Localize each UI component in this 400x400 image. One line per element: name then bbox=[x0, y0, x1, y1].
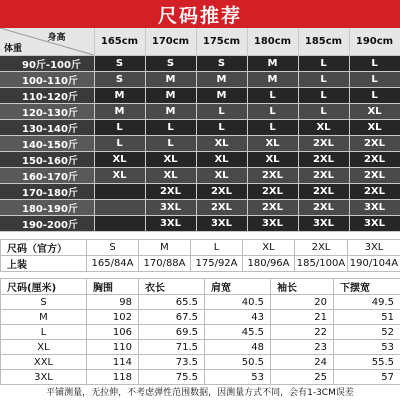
size-cell bbox=[94, 184, 145, 200]
size-cell: 2XL bbox=[298, 200, 349, 216]
top-size-cell: 175/92A bbox=[191, 256, 243, 272]
size-cell: L bbox=[94, 136, 145, 152]
size-cell: 3XL bbox=[145, 216, 196, 232]
size-cell: L bbox=[196, 104, 247, 120]
size-cell: XL bbox=[247, 136, 298, 152]
measurement-header-row bbox=[1, 279, 400, 295]
size-cell: L bbox=[298, 88, 349, 104]
size-cell: L bbox=[298, 56, 349, 72]
measurement-value-cell: 53 bbox=[334, 340, 400, 355]
size-cell: 2XL bbox=[247, 184, 298, 200]
grid-row bbox=[0, 216, 400, 232]
size-cell: 2XL bbox=[349, 184, 400, 200]
size-cell: 2XL bbox=[349, 152, 400, 168]
size-cell: L bbox=[247, 120, 298, 136]
measurement-value-cell: 110 bbox=[87, 340, 139, 355]
official-size-cell: M bbox=[139, 240, 191, 256]
top-size-cell: 165/84A bbox=[87, 256, 139, 272]
size-cell: 3XL bbox=[145, 200, 196, 216]
size-cell: XL bbox=[349, 104, 400, 120]
size-cell: XL bbox=[196, 168, 247, 184]
size-cell bbox=[94, 200, 145, 216]
measurement-value-cell: 118 bbox=[87, 370, 139, 385]
size-cell: 2XL bbox=[298, 136, 349, 152]
measurement-note: 平铺测量，无拉伸，不考虑弹性范围数据，因测量方式不同，会有1-3CM误差 bbox=[46, 388, 354, 398]
measurement-size-cell: XL bbox=[1, 340, 87, 355]
measurement-size-cell: 3XL bbox=[1, 370, 87, 385]
height-header: 185cm bbox=[298, 28, 349, 56]
measurement-value-cell: 55.5 bbox=[334, 355, 400, 370]
size-cell: 2XL bbox=[196, 200, 247, 216]
official-size-cell: XL bbox=[243, 240, 295, 256]
top-size-cell: 180/96A bbox=[243, 256, 295, 272]
measurement-value-cell: 75.5 bbox=[139, 370, 205, 385]
measurement-value-cell: 98 bbox=[87, 295, 139, 310]
height-header: 190cm bbox=[349, 28, 400, 56]
top-size-cell: 170/88A bbox=[139, 256, 191, 272]
size-cell: L bbox=[145, 136, 196, 152]
size-cell bbox=[94, 216, 145, 232]
size-cell: S bbox=[94, 72, 145, 88]
size-cell: 3XL bbox=[247, 216, 298, 232]
measurement-size-cell: L bbox=[1, 325, 87, 340]
measurement-value-cell: 106 bbox=[87, 325, 139, 340]
size-cell: L bbox=[349, 72, 400, 88]
size-cell: M bbox=[94, 88, 145, 104]
weight-range-cell: 150-160斤 bbox=[0, 152, 94, 168]
height-axis-label: 身高 bbox=[47, 33, 66, 43]
measurement-value-cell: 102 bbox=[87, 310, 139, 325]
size-cell: L bbox=[247, 88, 298, 104]
measurement-column-header: 肩宽 bbox=[205, 279, 271, 295]
size-cell: 3XL bbox=[349, 200, 400, 216]
measurement-row bbox=[1, 370, 400, 385]
measurement-value-cell: 43 bbox=[205, 310, 271, 325]
weight-axis-label: 体重 bbox=[4, 44, 23, 54]
size-cell: 2XL bbox=[298, 168, 349, 184]
size-cell: 3XL bbox=[298, 216, 349, 232]
grid-row bbox=[0, 136, 400, 152]
size-cell: M bbox=[196, 72, 247, 88]
official-size-cell: 2XL bbox=[295, 240, 348, 256]
size-cell: 3XL bbox=[349, 216, 400, 232]
size-cell: 3XL bbox=[196, 216, 247, 232]
size-cell: XL bbox=[145, 152, 196, 168]
measurement-value-cell: 22 bbox=[271, 325, 334, 340]
weight-range-cell: 130-140斤 bbox=[0, 120, 94, 136]
grid-header-row bbox=[0, 28, 400, 56]
grid-row bbox=[0, 104, 400, 120]
weight-range-cell: 180-190斤 bbox=[0, 200, 94, 216]
measurement-value-cell: 114 bbox=[87, 355, 139, 370]
official-size-table bbox=[0, 239, 400, 272]
official-size-label: 尺码（官方） bbox=[1, 240, 87, 256]
size-cell: 2XL bbox=[298, 152, 349, 168]
measurement-value-cell: 24 bbox=[271, 355, 334, 370]
size-cell: M bbox=[145, 72, 196, 88]
size-cell: 2XL bbox=[349, 136, 400, 152]
weight-range-cell: 160-170斤 bbox=[0, 168, 94, 184]
size-cell: 2XL bbox=[298, 184, 349, 200]
measurement-value-cell: 20 bbox=[271, 295, 334, 310]
size-cell: L bbox=[298, 104, 349, 120]
measurement-size-cell: XXL bbox=[1, 355, 87, 370]
weight-range-cell: 190-200斤 bbox=[0, 216, 94, 232]
grid-row bbox=[0, 152, 400, 168]
size-cell: 2XL bbox=[145, 184, 196, 200]
height-header: 180cm bbox=[247, 28, 298, 56]
top-size-label: 上装 bbox=[1, 256, 87, 272]
size-cell: M bbox=[247, 56, 298, 72]
measurement-value-cell: 71.5 bbox=[139, 340, 205, 355]
size-cell: 2XL bbox=[247, 168, 298, 184]
size-cell: XL bbox=[94, 152, 145, 168]
size-cell: XL bbox=[349, 120, 400, 136]
size-cell: XL bbox=[298, 120, 349, 136]
measurement-size-cell: S bbox=[1, 295, 87, 310]
size-cell: M bbox=[247, 72, 298, 88]
measurement-value-cell: 51 bbox=[334, 310, 400, 325]
size-cell: L bbox=[247, 104, 298, 120]
measurement-value-cell: 57 bbox=[334, 370, 400, 385]
measurement-value-cell: 65.5 bbox=[139, 295, 205, 310]
height-header: 175cm bbox=[196, 28, 247, 56]
measurement-value-cell: 73.5 bbox=[139, 355, 205, 370]
measurement-value-cell: 25 bbox=[271, 370, 334, 385]
size-cell: XL bbox=[196, 152, 247, 168]
measurement-table bbox=[0, 278, 400, 385]
measurement-row bbox=[1, 355, 400, 370]
size-cell: M bbox=[145, 104, 196, 120]
size-cell: S bbox=[196, 56, 247, 72]
measurement-value-cell: 40.5 bbox=[205, 295, 271, 310]
measurement-value-cell: 45.5 bbox=[205, 325, 271, 340]
measurement-column-header: 下摆宽 bbox=[334, 279, 400, 295]
size-cell: L bbox=[298, 72, 349, 88]
size-cell: L bbox=[349, 88, 400, 104]
measurement-value-cell: 52 bbox=[334, 325, 400, 340]
weight-range-cell: 90斤-100斤 bbox=[0, 56, 94, 72]
grid-row bbox=[0, 72, 400, 88]
size-cell: L bbox=[145, 120, 196, 136]
measurement-value-cell: 23 bbox=[271, 340, 334, 355]
size-cell: 2XL bbox=[349, 168, 400, 184]
size-cell: XL bbox=[145, 168, 196, 184]
size-cell: M bbox=[145, 88, 196, 104]
measurement-column-header: 袖长 bbox=[271, 279, 334, 295]
height-header: 170cm bbox=[145, 28, 196, 56]
measurement-row bbox=[1, 310, 400, 325]
measurement-value-cell: 48 bbox=[205, 340, 271, 355]
size-cell: M bbox=[196, 88, 247, 104]
grid-corner-cell bbox=[0, 28, 94, 56]
measurement-value-cell: 69.5 bbox=[139, 325, 205, 340]
size-cell: XL bbox=[196, 136, 247, 152]
measurement-column-header: 衣长 bbox=[139, 279, 205, 295]
size-recommendation-grid bbox=[0, 28, 400, 232]
official-size-cell: S bbox=[87, 240, 139, 256]
official-size-row bbox=[1, 240, 400, 256]
size-cell: 2XL bbox=[247, 200, 298, 216]
grid-row bbox=[0, 120, 400, 136]
top-size-row bbox=[1, 256, 400, 272]
measurement-row bbox=[1, 295, 400, 310]
measurement-row bbox=[1, 340, 400, 355]
grid-row bbox=[0, 184, 400, 200]
measurement-column-header: 胸围 bbox=[87, 279, 139, 295]
measurement-value-cell: 50.5 bbox=[205, 355, 271, 370]
weight-range-cell: 120-130斤 bbox=[0, 104, 94, 120]
weight-range-cell: 100-110斤 bbox=[0, 72, 94, 88]
height-header: 165cm bbox=[94, 28, 145, 56]
measurement-size-cell: M bbox=[1, 310, 87, 325]
grid-row bbox=[0, 168, 400, 184]
measurement-value-cell: 49.5 bbox=[334, 295, 400, 310]
size-cell: L bbox=[94, 120, 145, 136]
size-cell: M bbox=[94, 104, 145, 120]
grid-row bbox=[0, 88, 400, 104]
weight-range-cell: 170-180斤 bbox=[0, 184, 94, 200]
measurement-row bbox=[1, 325, 400, 340]
grid-row bbox=[0, 200, 400, 216]
weight-range-cell: 110-120斤 bbox=[0, 88, 94, 104]
size-cell: S bbox=[94, 56, 145, 72]
size-cell: L bbox=[196, 120, 247, 136]
measurement-value-cell: 53 bbox=[205, 370, 271, 385]
size-cell: XL bbox=[94, 168, 145, 184]
grid-row bbox=[0, 56, 400, 72]
page-title: 尺码推荐 bbox=[0, 0, 400, 28]
size-cell: 2XL bbox=[196, 184, 247, 200]
measurement-column-header: 尺码(厘米) bbox=[1, 279, 87, 295]
top-size-cell: 190/104A bbox=[348, 256, 400, 272]
official-size-cell: L bbox=[191, 240, 243, 256]
size-cell: S bbox=[145, 56, 196, 72]
top-size-cell: 185/100A bbox=[295, 256, 348, 272]
weight-range-cell: 140-150斤 bbox=[0, 136, 94, 152]
official-size-cell: 3XL bbox=[348, 240, 400, 256]
measurement-value-cell: 21 bbox=[271, 310, 334, 325]
measurement-value-cell: 67.5 bbox=[139, 310, 205, 325]
size-cell: XL bbox=[247, 152, 298, 168]
size-cell: L bbox=[349, 56, 400, 72]
